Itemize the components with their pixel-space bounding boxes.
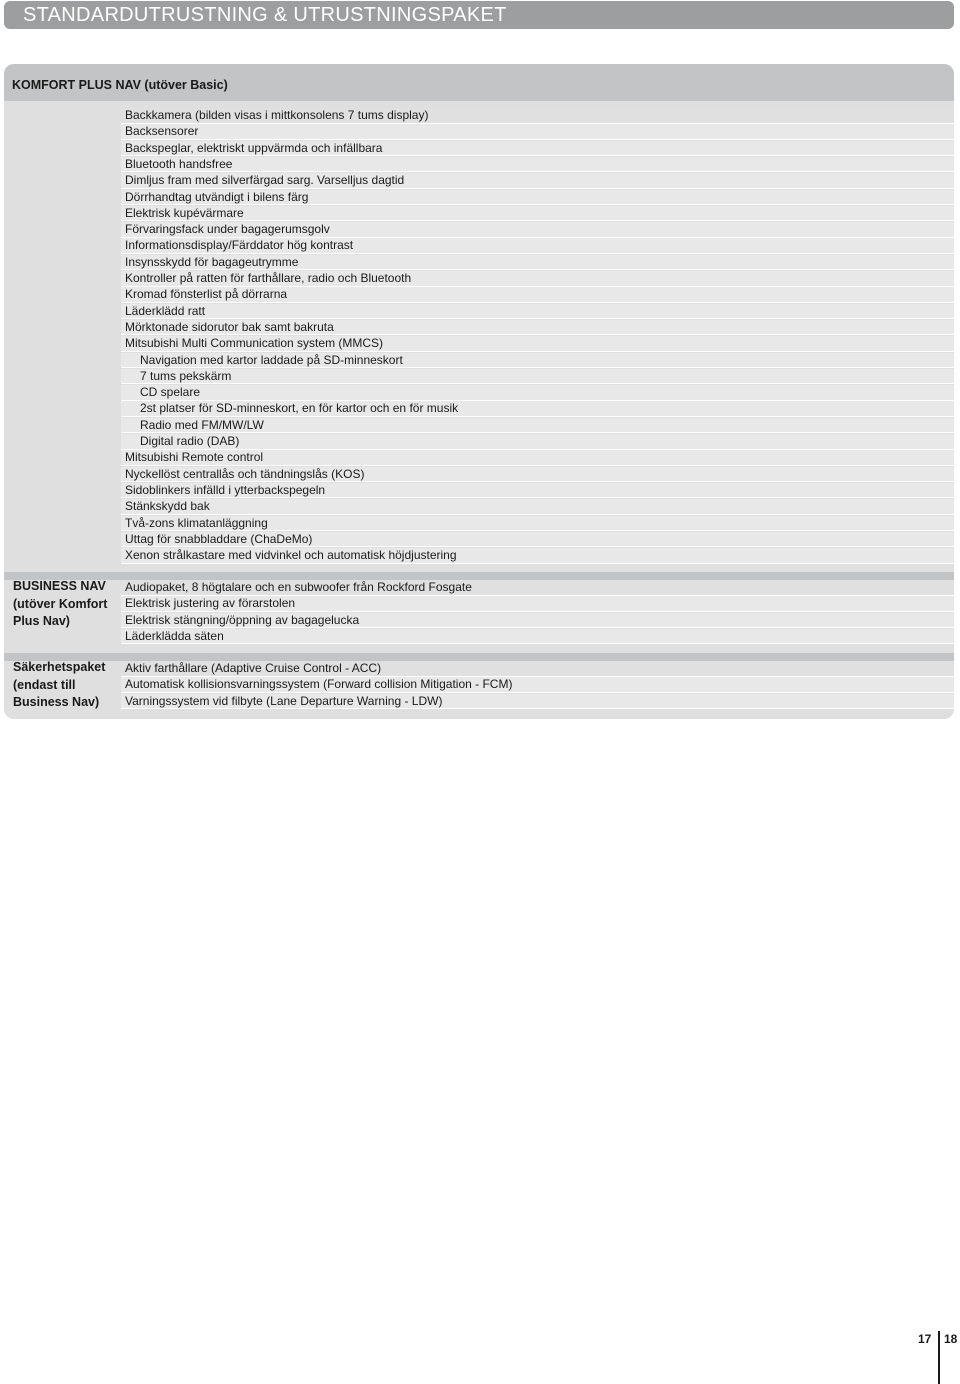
equipment-item: Informationsdisplay/Färddator hög kontrast bbox=[121, 238, 954, 254]
page-number-left: 17 bbox=[918, 1332, 932, 1346]
equipment-item: Elektrisk kupévärmare bbox=[121, 206, 954, 222]
equipment-item: Dörrhandtag utvändigt i bilens färg bbox=[121, 190, 954, 206]
equipment-item: Mitsubishi Remote control bbox=[121, 450, 954, 466]
page-number-right: 18 bbox=[944, 1332, 958, 1346]
label-line: Business Nav) bbox=[13, 695, 100, 709]
equipment-item: Navigation med kartor laddade på SD-minneskort bbox=[121, 353, 954, 369]
equipment-item: Automatisk kollisionsvarningssystem (Forward collision Mitigation - FCM) bbox=[121, 677, 954, 693]
section-divider bbox=[4, 572, 954, 580]
equipment-item: Förvaringsfack under bagagerumsgolv bbox=[121, 222, 954, 238]
equipment-item: CD spelare bbox=[121, 385, 954, 401]
section-divider bbox=[4, 653, 954, 661]
page-number-divider bbox=[938, 1331, 940, 1384]
equipment-item: Varningssystem vid filbyte (Lane Departure Warning - LDW) bbox=[121, 694, 954, 710]
section-label-sakerhet bbox=[13, 659, 105, 712]
label-line: (utöver Komfort bbox=[13, 596, 108, 611]
equipment-item: Audiopaket, 8 högtalare och en subwoofer från Rockford Fosgate bbox=[121, 580, 954, 596]
label-line: Plus Nav) bbox=[13, 614, 70, 628]
equipment-item: Läderklädda säten bbox=[121, 629, 954, 645]
equipment-item: Xenon strålkastare med vidvinkel och automatisk höjdjustering bbox=[121, 548, 954, 564]
label-line: (endast till bbox=[13, 677, 76, 692]
section-label-komfort: KOMFORT PLUS NAV (utöver Basic) bbox=[12, 78, 228, 92]
equipment-item: Backkamera (bilden visas i mittkonsolens 7 tums display) bbox=[121, 108, 954, 124]
equipment-item: Läderklädd ratt bbox=[121, 304, 954, 320]
equipment-item: Uttag för snabbladdare (ChaDeMo) bbox=[121, 532, 954, 548]
equipment-item: Dimljus fram med silverfärgad sarg. Varselljus dagtid bbox=[121, 173, 954, 189]
title-bar bbox=[4, 1, 954, 29]
equipment-item: Elektrisk stängning/öppning av bagagelucka bbox=[121, 613, 954, 629]
equipment-panel bbox=[4, 64, 954, 719]
equipment-item: Digital radio (DAB) bbox=[121, 434, 954, 450]
equipment-item: Bluetooth handsfree bbox=[121, 157, 954, 173]
label-line: BUSINESS NAV bbox=[13, 579, 106, 593]
equipment-item: Sidoblinkers infälld i ytterbackspegeln bbox=[121, 483, 954, 499]
equipment-item: Mitsubishi Multi Communication system (MMCS) bbox=[121, 336, 954, 352]
equipment-item: Mörktonade sidorutor bak samt bakruta bbox=[121, 320, 954, 336]
equipment-item: Backspeglar, elektriskt uppvärmda och infällbara bbox=[121, 141, 954, 157]
equipment-item: Kromad fönsterlist på dörrarna bbox=[121, 287, 954, 303]
section-label-business bbox=[13, 578, 107, 631]
section-header-komfort bbox=[4, 64, 954, 101]
equipment-item: Nyckellöst centrallås och tändningslås (KOS) bbox=[121, 467, 954, 483]
equipment-item: Elektrisk justering av förarstolen bbox=[121, 596, 954, 612]
equipment-item: 7 tums pekskärm bbox=[121, 369, 954, 385]
equipment-item: 2st platser för SD-minneskort, en för kartor och en för musik bbox=[121, 401, 954, 417]
equipment-item: Radio med FM/MW/LW bbox=[121, 418, 954, 434]
equipment-item: Stänkskydd bak bbox=[121, 499, 954, 515]
label-line: Säkerhetspaket bbox=[13, 660, 106, 674]
page-title: STANDARDUTRUSTNING & UTRUSTNINGSPAKET bbox=[23, 4, 507, 26]
equipment-item: Två-zons klimatanläggning bbox=[121, 516, 954, 532]
equipment-item: Kontroller på ratten för farthållare, radio och Bluetooth bbox=[121, 271, 954, 287]
equipment-item: Backsensorer bbox=[121, 124, 954, 140]
equipment-item: Aktiv farthållare (Adaptive Cruise Control - ACC) bbox=[121, 661, 954, 677]
equipment-item: Insynsskydd för bagageutrymme bbox=[121, 255, 954, 271]
